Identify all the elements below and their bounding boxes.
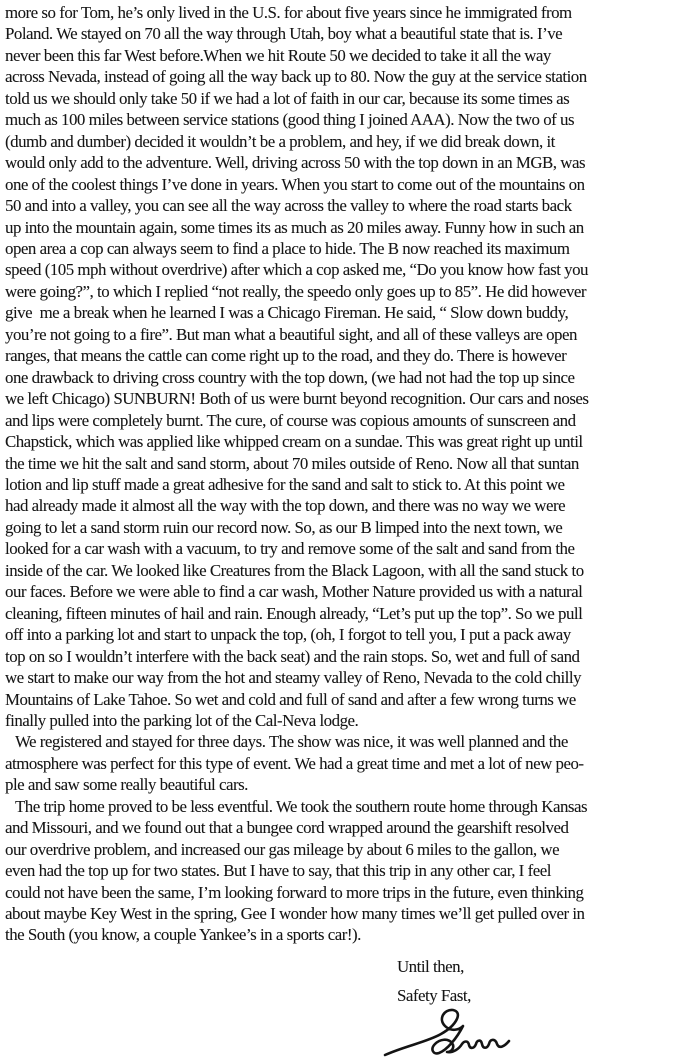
body-line: the South (you know, a couple Yankee’s in a sports car!). [5, 925, 361, 945]
body-line: we left Chicago) SUNBURN! Both of us were burnt beyond recognition. Our cars and noses [5, 389, 589, 409]
body-line: The trip home proved to be less eventful. We took the southern route home through Kansas [15, 796, 588, 816]
body-line: finally pulled into the parking lot of the Cal-Neva lodge. [5, 710, 359, 730]
body-line: ple and saw some really beautiful cars. [5, 775, 248, 795]
body-line: lotion and lip stuff made a great adhesive for the sand and salt to stick to. At this point we [5, 474, 565, 494]
body-line: Chapstick, which was applied like whipped cream on a sundae. This was great right up until [5, 432, 583, 452]
body-line: We registered and stayed for three days. The show was nice, it was well planned and the [15, 732, 568, 752]
body-line: never been this far West before.When we hit Route 50 we decided to take it all the way [5, 45, 551, 65]
letter-body [5, 2, 684, 946]
body-line: top on so I wouldn’t interfere with the back seat) and the rain stops. So, wet and full of sand [5, 646, 580, 666]
body-line: and lips were completely burnt. The cure, of course was copious amounts of sunscreen and [5, 410, 576, 430]
body-line: inside of the car. We looked like Creatures from the Black Lagoon, with all the sand stuck to [5, 560, 584, 580]
body-line: even had the top up for two states. But I have to say, that this trip in any other car, I feel [5, 861, 551, 881]
body-line: our faces. Before we were able to find a car wash, Mother Nature provided us with a natural [5, 582, 583, 602]
signature-tom [383, 1004, 523, 1060]
body-line: across Nevada, instead of going all the way back up to 80. Now the guy at the service station [5, 67, 587, 87]
closing-safety-fast: Safety Fast, [397, 986, 471, 1006]
body-line: the time we hit the salt and sand storm, about 70 miles outside of Reno. Now all that suntan [5, 453, 579, 473]
body-line: our overdrive problem, and increased our gas mileage by about 6 miles to the gallon, we [5, 839, 560, 859]
body-line: would only add to the adventure. Well, driving across 50 with the top down in an MGB, was [5, 153, 586, 173]
body-line: off into a parking lot and start to unpack the top, (oh, I forgot to tell you, I put a pack away [5, 625, 571, 645]
body-line: 50 and into a valley, you can see all the way across the valley to where the road starts back [5, 196, 572, 216]
letter-closing [397, 956, 471, 1007]
body-line: and Missouri, and we found out that a bungee cord wrapped around the gearshift resolved [5, 818, 569, 838]
body-line: up into the mountain again, some times its as much as 20 miles away. Funny how in such an [5, 217, 584, 237]
body-line: more so for Tom, he’s only lived in the U.S. for about five years since he immigrated from [5, 3, 572, 22]
body-line: (dumb and dumber) decided it wouldn’t be a problem, and hey, if we did break down, it [5, 131, 555, 151]
body-line: had already made it almost all the way with the top down, and there was no way we were [5, 496, 566, 516]
body-line: speed (105 mph without overdrive) after which a cop asked me, “Do you know how fast you [5, 260, 588, 280]
body-line: could not have been the same, I’m looking forward to more trips in the future, even thinking [5, 882, 584, 902]
body-line: one drawback to driving cross country with the top down, (we had not had the top up since [5, 367, 575, 387]
body-line: open area a cop can always seem to find a place to hide. The B now reached its maximum [5, 238, 570, 258]
closing-until-then: Until then, [397, 957, 464, 976]
body-line: ranges, that means the cattle can come right up to the road, and they do. There is however [5, 346, 567, 366]
signature-tom-stroke [383, 1004, 523, 1060]
body-line: were going?”, to which I replied “not really, the speedo only goes up to 85”. He did however [5, 281, 587, 301]
body-line: Poland. We stayed on 70 all the way through Utah, boy what a beautiful state that is. I’ve [5, 24, 563, 44]
body-line: give me a break when he learned I was a Chicago Fireman. He said, “ Slow down buddy, [5, 303, 569, 323]
body-line: about maybe Key West in the spring, Gee I wonder how many times we’ll get pulled over in [5, 904, 585, 924]
body-line: much as 100 miles between service stations (good thing I joined AAA). Now the two of us [5, 110, 575, 130]
body-line: looked for a car wash with a vacuum, to try and remove some of the salt and sand from the [5, 539, 575, 559]
body-line: Mountains of Lake Tahoe. So wet and cold and full of sand and after a few wrong turns we [5, 689, 576, 709]
body-line: one of the coolest things I’ve done in years. When you start to come out of the mountains on [5, 174, 585, 194]
body-line: atmosphere was perfect for this type of event. We had a great time and met a lot of new peo- [5, 753, 584, 773]
body-line: you’re not going to a fire”. But man what a beautiful sight, and all of these valleys are open [5, 324, 577, 344]
body-line: going to let a sand storm ruin our record now. So, as our B limped into the next town, we [5, 517, 563, 537]
body-line: we start to make our way from the hot and steamy valley of Reno, Nevada to the cold chilly [5, 668, 582, 688]
body-line: told us we should only take 50 if we had a lot of faith in our car, because its some times as [5, 88, 570, 108]
body-line: cleaning, fifteen minutes of hail and rain. Enough already, “Let’s put up the top”. So we pull [5, 603, 583, 623]
